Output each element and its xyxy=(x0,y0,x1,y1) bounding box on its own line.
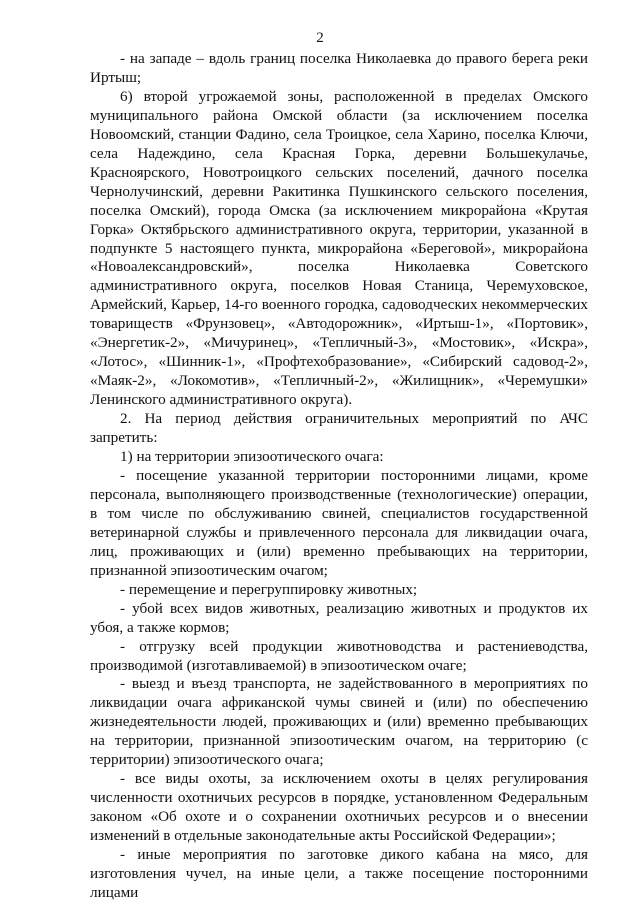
paragraph-prohibitions-heading: 2. На период действия ограничительных мероприятий по АЧС запретить: xyxy=(90,410,588,447)
list-item-animal-movement: - перемещение и перегруппировку животных; xyxy=(120,580,418,598)
paragraph-focus-territory: 1) на территории эпизоотического очага: xyxy=(120,448,384,466)
page-number: 2 xyxy=(316,30,324,46)
list-item-wild-boar: - иные мероприятия по заготовке дикого кабана на мясо, для изготовления чучел, на иные цели, а также посещение посторонними лицами xyxy=(90,846,588,901)
list-item-hunting: - все виды охоты, за исключением охоты в целях регулирования численности охотничьих ресурсов в порядке, установленном Федеральным законом «Об охоте и о сохранении охотничьих ресурсов и о внесении изменений в отдельные законодательные акты Российской Федерации»; xyxy=(90,770,588,845)
list-item-shipment: - отгрузку всей продукции животноводства и растениеводства, производимой (изготавливаемой) в эпизоотическом очаге; xyxy=(90,637,588,674)
list-item-transport: - выезд и въезд транспорта, не задействованного в мероприятиях по ликвидации очага африканской чумы свиней и (или) по обеспечению жизнедеятельности людей, проживающих и (или) временно пребывающих на территории, признанной эпизоотическим очагом, на территорию (с территории) эпизоотического очага; xyxy=(90,675,588,769)
list-item-slaughter: - убой всех видов животных, реализацию животных и продуктов их убоя, а также кормов; xyxy=(90,599,588,636)
paragraph-second-threat-zone: 6) второй угрожаемой зоны, расположенной в пределах Омского муниципального района Омской области (за исключением поселка Новоомский, станции Фадино, села Троицкое, села Харино, поселка Ключи, села Надеждино, села Красная Горка, деревни Большекулачье, Красноярского, Новотроицкого сельских поселений, дачного поселка Чернолучинский, деревни Ракитинка Пушкинского сельского поселения, поселка Омский), города Омска (за исключением микрорайона «Крутая Горка» Октябрьского административного округа, территории, указанной в подпункте 5 настоящего пункта, микрорайона «Береговой», микрорайона «Новоалександровский», поселка Николаевка Советского административного округа, поселков Новая Станица, Черемуховское, Армейский, Карьер, 14-го военного городка, садоводческих некоммерческих товариществ «Фрунзовец», «Автодорожник», «Иртыш-1», «Портовик», «Энергетик-2», «Мичуринец», «Тепличный-3», «Мостовик», «Искра», «Лотос», «Шинник-1», «Профтехобразование», «Сибирский садовод-2», «Маяк-2», «Локомотив», «Тепличный-2», «Жилищник», «Черемушки» Ленинского административного округа). xyxy=(90,87,588,409)
document-body xyxy=(90,50,588,903)
list-item-visiting: - посещение указанной территории посторонними лицами, кроме персонала, выполняющего производственные (технологические) операции, в том числе по обслуживанию свиней, специалистов государственной ветеринарной службы и привлеченного персонала для ликвидации очага, лиц, проживающих и (или) временно пребывающих на территории, признанной эпизоотическим очагом; xyxy=(90,466,588,579)
paragraph-west-border: - на западе – вдоль границ поселка Николаевка до правого берега реки Иртыш; xyxy=(90,50,588,86)
